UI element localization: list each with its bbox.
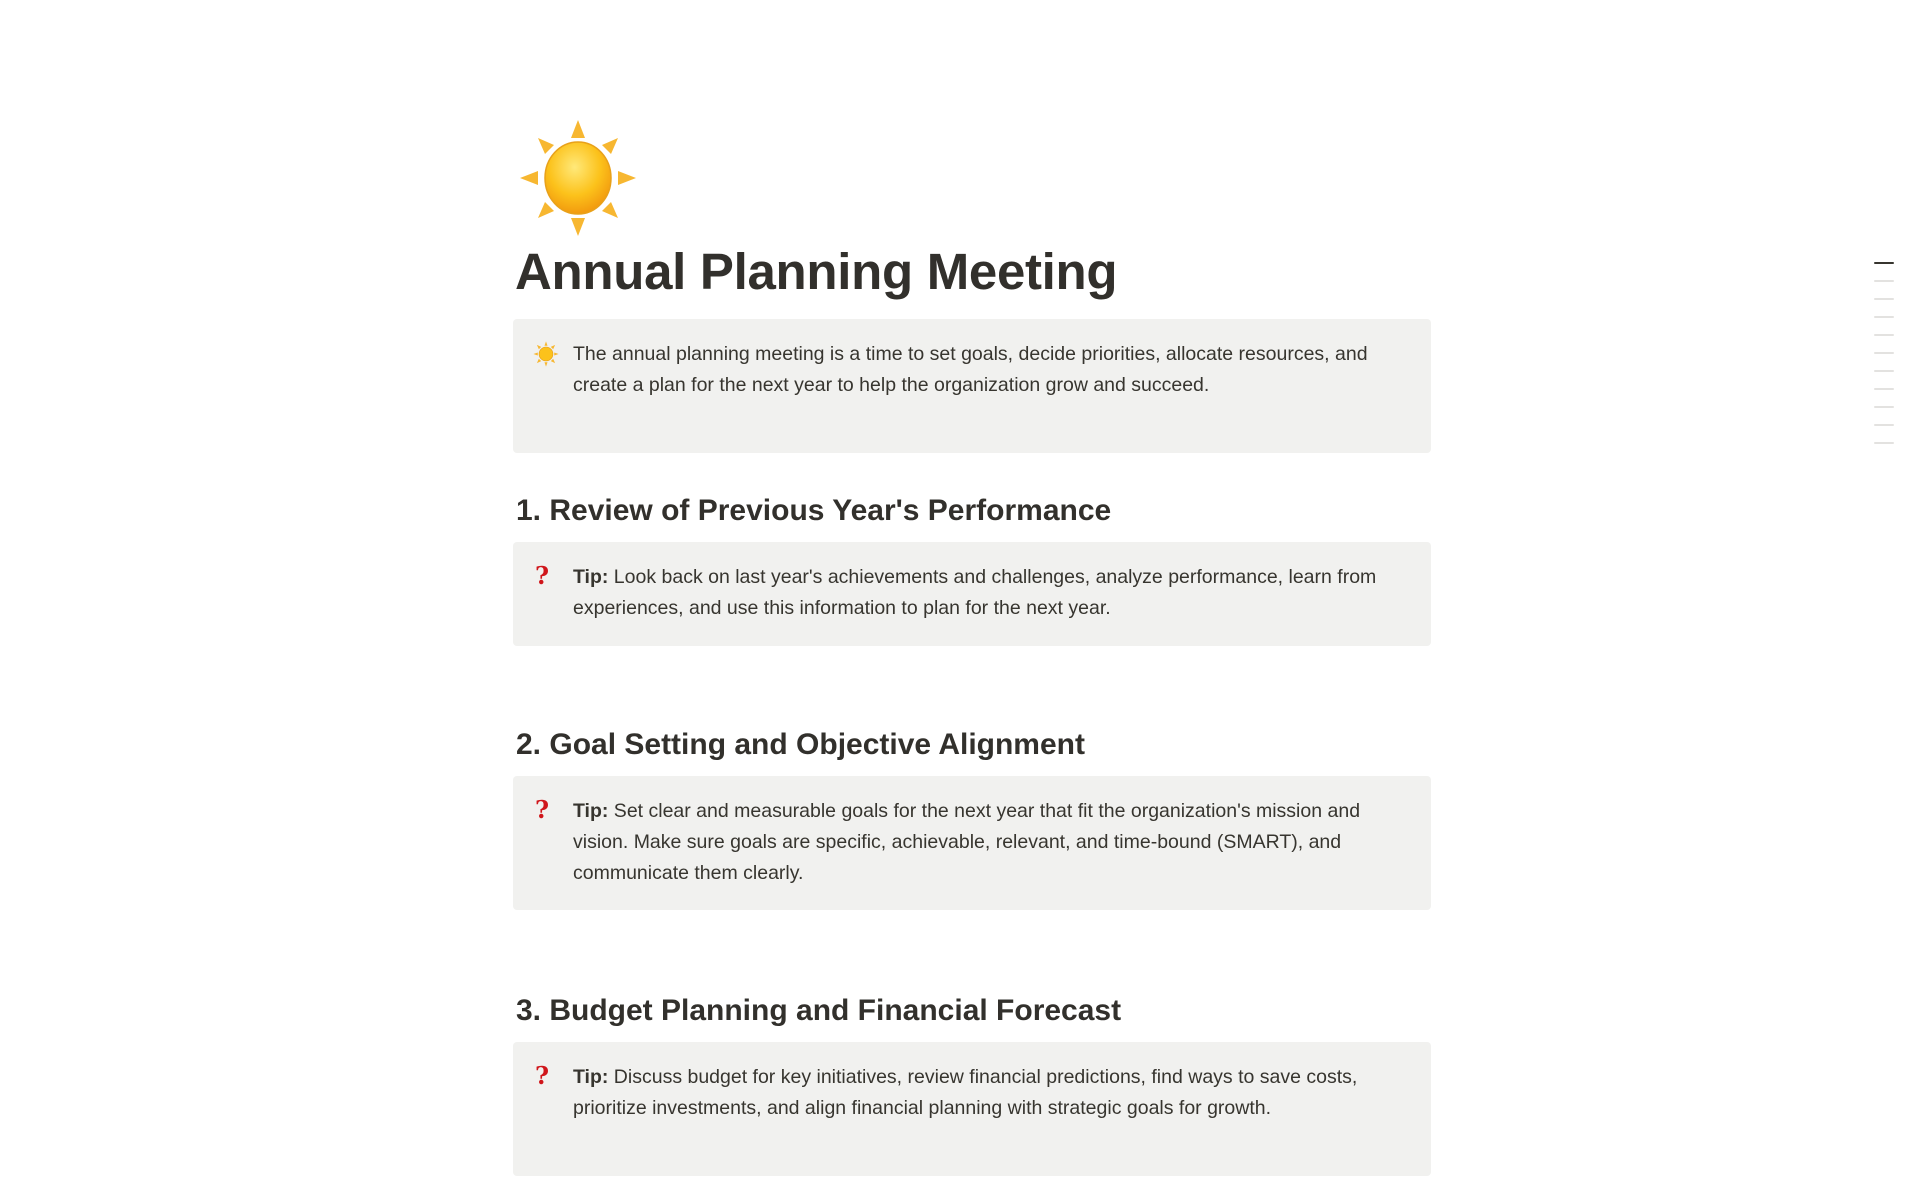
- tip-text: Discuss budget for key initiatives, review financial predictions, find ways to save costs, prioritize investments, and align financial planning with strategic goals for growth.: [573, 1066, 1358, 1119]
- toc-item[interactable]: [1874, 280, 1894, 282]
- question-icon: ?: [535, 1061, 550, 1090]
- page-title[interactable]: Annual Planning Meeting: [515, 243, 1118, 300]
- intro-callout[interactable]: [513, 319, 1431, 453]
- table-of-contents-minimap[interactable]: [1874, 262, 1894, 460]
- question-icon: ?: [535, 561, 550, 590]
- toc-item[interactable]: [1874, 388, 1894, 390]
- toc-item[interactable]: [1874, 262, 1894, 264]
- intro-text: The annual planning meeting is a time to set goals, decide priorities, allocate resources, and create a plan for the next year to help the organization grow and succeed.: [573, 343, 1368, 396]
- toc-item[interactable]: [1874, 352, 1894, 354]
- tip-label: Tip:: [573, 1066, 609, 1088]
- toc-item[interactable]: [1874, 406, 1894, 408]
- toc-item[interactable]: [1874, 442, 1894, 444]
- tip-text: Set clear and measurable goals for the next year that fit the organization's mission and vision. Make sure goals are specific, achievable, relevant, and time-bound (SMART), and communicate them clearly.: [573, 800, 1361, 884]
- tip-callout-3[interactable]: [513, 1042, 1431, 1176]
- sun-icon: [533, 341, 559, 367]
- tip-callout-2[interactable]: [513, 776, 1431, 910]
- question-icon: ?: [535, 795, 550, 824]
- toc-item[interactable]: [1874, 298, 1894, 300]
- tip-label: Tip:: [573, 566, 609, 588]
- toc-item[interactable]: [1874, 370, 1894, 372]
- sun-icon[interactable]: [518, 118, 638, 238]
- tip-text: Look back on last year's achievements and challenges, analyze performance, learn from experiences, and use this information to plan for the next year.: [573, 566, 1377, 619]
- toc-item[interactable]: [1874, 424, 1894, 426]
- section-heading-1[interactable]: 1. Review of Previous Year's Performance: [516, 494, 1112, 527]
- section-heading-3[interactable]: 3. Budget Planning and Financial Forecast: [516, 994, 1122, 1027]
- tip-label: Tip:: [573, 800, 609, 822]
- tip-callout-1[interactable]: [513, 542, 1431, 646]
- section-heading-2[interactable]: 2. Goal Setting and Objective Alignment: [516, 728, 1085, 761]
- toc-item[interactable]: [1874, 316, 1894, 318]
- toc-item[interactable]: [1874, 334, 1894, 336]
